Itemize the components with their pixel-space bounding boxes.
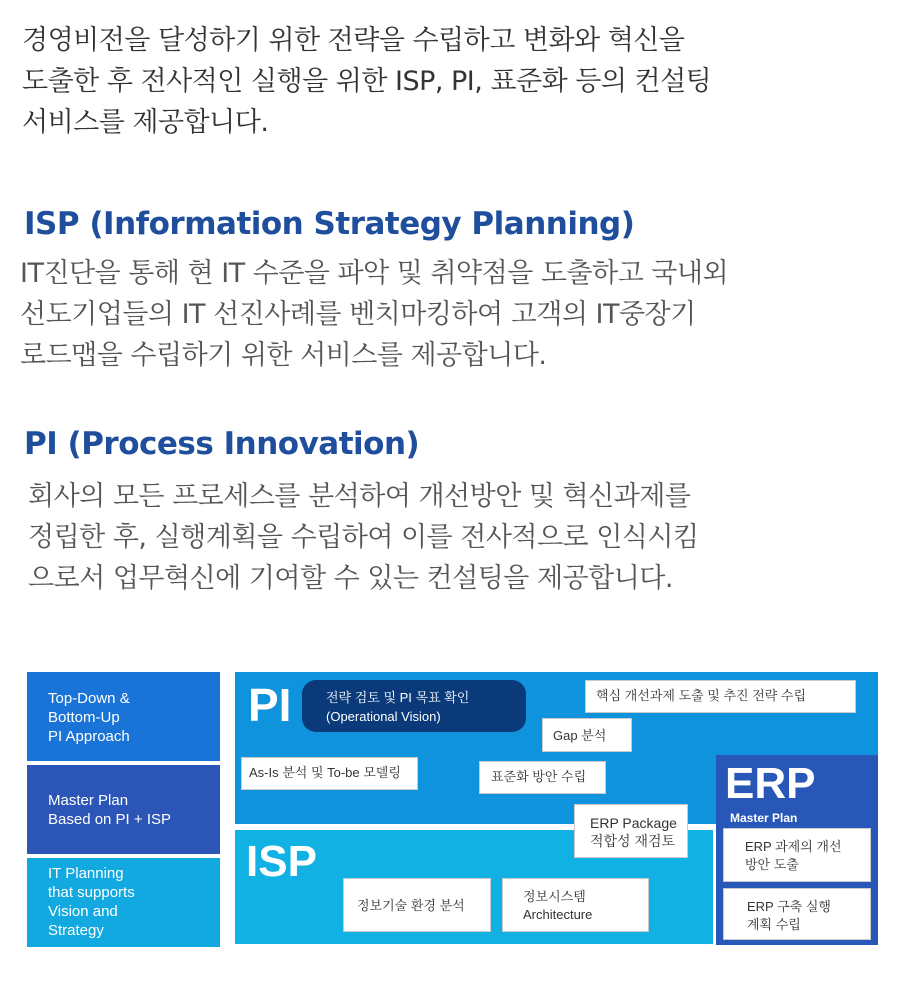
operational-vision-pill: 전략 검토 및 PI 목표 확인 (Operational Vision) (302, 680, 526, 732)
gap-analysis-box: Gap 분석 (542, 718, 632, 752)
left-masterplan-box: Master Plan Based on PI + ISP (27, 765, 220, 854)
pi-description: 회사의 모든 프로세스를 분석하여 개선방안 및 혁신과제를 정립한 후, 실행계획을 수립하여 이를 전사적으로 인식시킴 으로서 업무혁신에 기여할 수 있는 컨설팅을 제공합니다. (28, 481, 699, 594)
core-task-box: 핵심 개선과제 도출 및 추진 전략 수립 (585, 680, 856, 713)
it-environment-box: 정보기술 환경 분석 (343, 878, 491, 932)
pi-area-label: PI (248, 679, 292, 731)
erp-execution-plan-box: ERP 구축 실행 계획 수립 (723, 888, 871, 940)
erp-area-label: ERP (725, 759, 816, 808)
left-itplanning-box: IT Planning that supports Vision and Strategy (27, 858, 220, 947)
intro-text: 경영비전을 달성하기 위한 전략을 수립하고 변화와 혁신을 도출한 후 전사적인 실행을 위한 ISP, PI, 표준화 등의 컨설팅 서비스를 제공합니다. (22, 25, 712, 138)
isp-description: IT진단을 통해 현 IT 수준을 파악 및 취약점을 도출하고 국내외 선도기업들의 IT 선진사례를 벤치마킹하여 고객의 IT중장기 로드맵을 수립하기 위한 서비스를 제공합니다. (20, 258, 729, 371)
erp-package-box: ERP Package 적합성 재검토 (574, 804, 688, 858)
isp-heading: ISP (Information Strategy Planning) (24, 206, 635, 242)
pi-heading: PI (Process Innovation) (24, 426, 420, 462)
erp-masterplan-label: Master Plan (730, 811, 798, 825)
is-architecture-box: 정보시스템 Architecture (502, 878, 649, 932)
standardization-box: 표준화 방안 수립 (479, 761, 606, 794)
left-approach-box: Top-Down & Bottom-Up PI Approach (27, 672, 220, 761)
erp-improvement-box: ERP 과제의 개선 방안 도출 (723, 828, 871, 882)
isp-area-label: ISP (246, 837, 317, 886)
asis-tobe-box: As-Is 분석 및 To-be 모델링 (241, 757, 418, 790)
